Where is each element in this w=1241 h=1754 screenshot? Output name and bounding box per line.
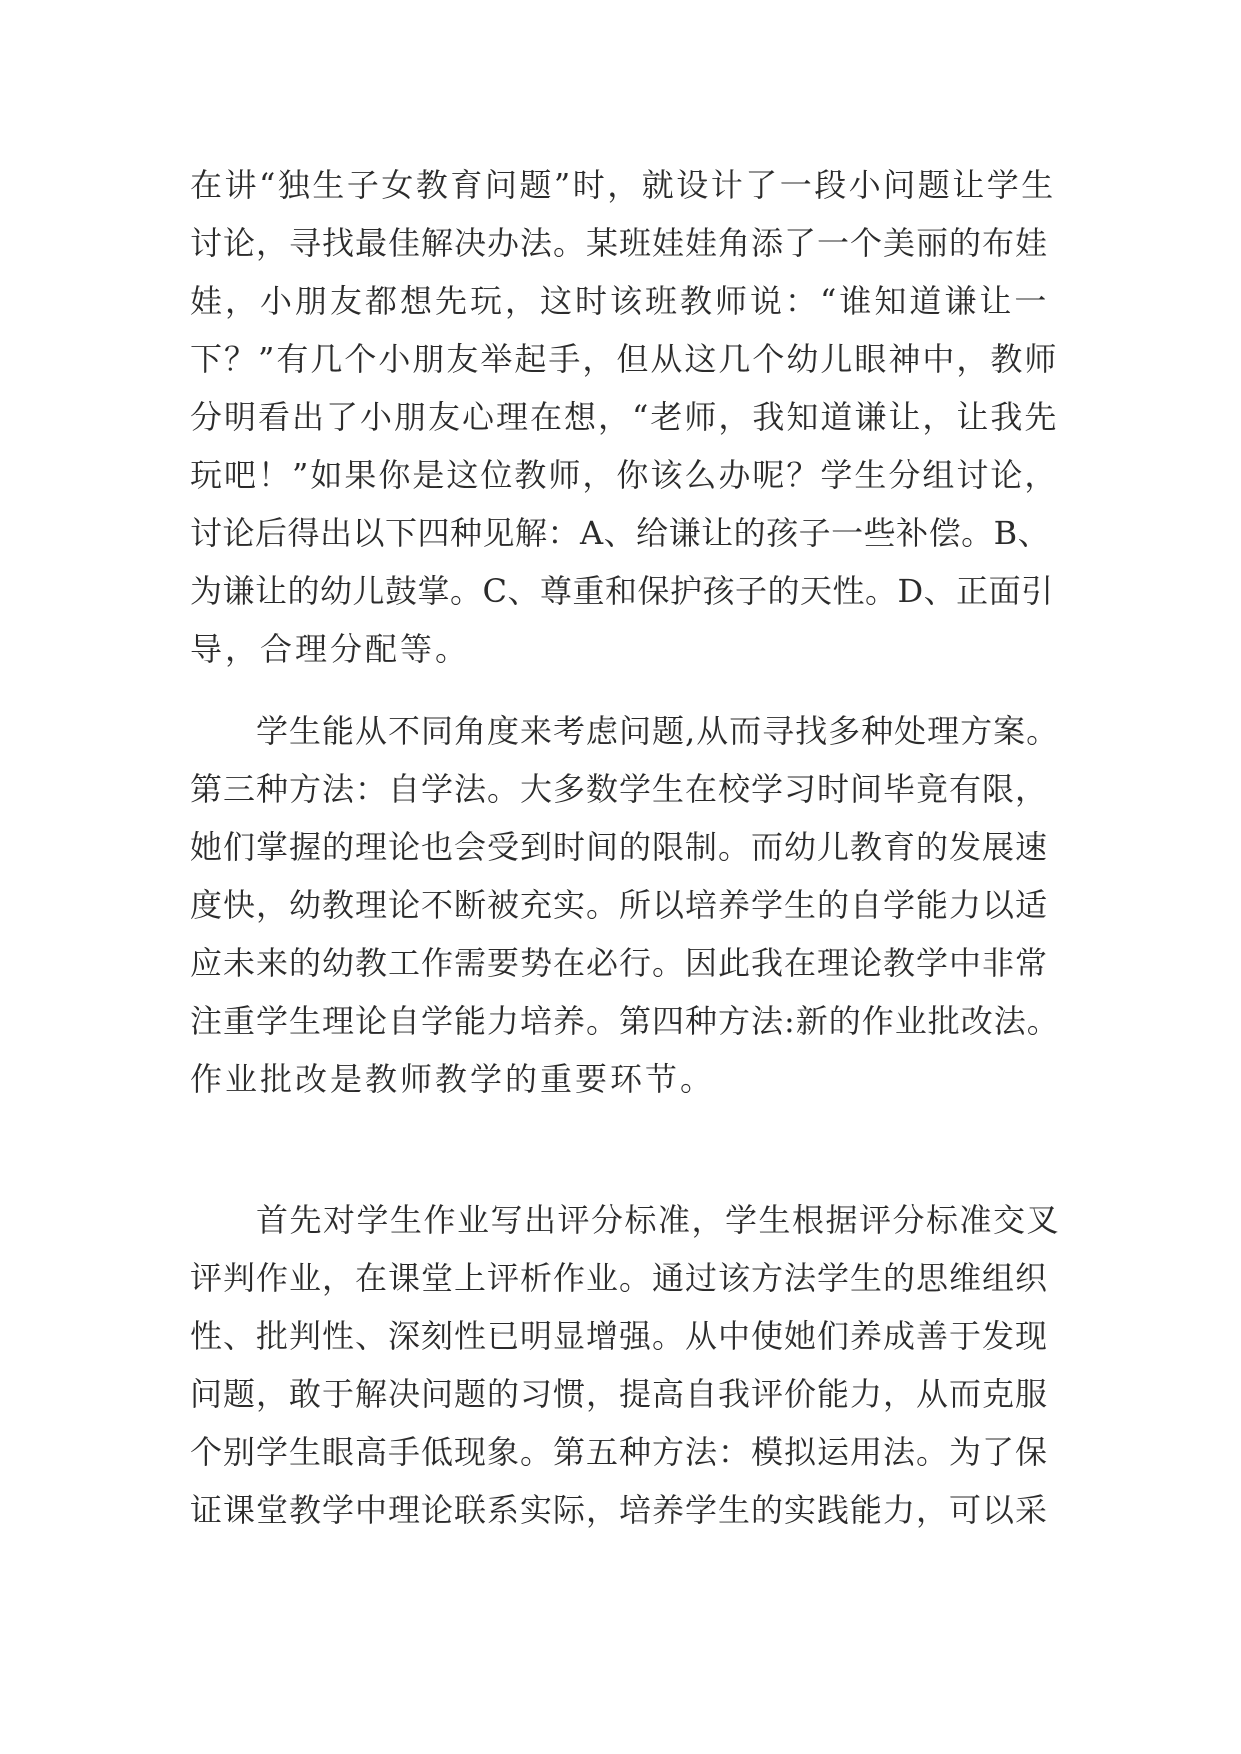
text-line: 分明看出了小朋友心理在想，“老师，我知道谦让，让我先: [190, 398, 1059, 436]
text-line: 评判作业，在课堂上评析作业。通过该方法学生的思维组织: [190, 1259, 1049, 1297]
text-line: 性、批判性、深刻性已明显增强。从中使她们养成善于发现: [190, 1317, 1049, 1355]
text-line: 讨论后得出以下四种见解：A、给谦让的孩子一些补偿。B、: [190, 514, 1051, 552]
text-line: 她们掌握的理论也会受到时间的限制。而幼儿教育的发展速: [190, 828, 1049, 866]
text-line: 为谦让的幼儿鼓掌。C、尊重和保护孩子的天性。D、正面引: [190, 572, 1054, 610]
text-line: 娃，小朋友都想先玩，这时该班教师说：“谁知道谦让一: [190, 282, 1050, 320]
text-line: 证课堂教学中理论联系实际，培养学生的实践能力，可以采: [190, 1491, 1049, 1529]
text-line: 在讲“独生子女教育问题”时，就设计了一段小问题让学生: [190, 166, 1056, 204]
text-line: 个别学生眼高手低现象。第五种方法：模拟运用法。为了保: [190, 1433, 1049, 1471]
paragraph-3: [190, 1191, 1060, 1539]
text-line: 下？”有几个小朋友举起手，但从这几个幼儿眼神中，教师: [190, 340, 1059, 378]
text-line: 首先对学生作业写出评分标准，学生根据评分标准交叉: [256, 1201, 1061, 1239]
text-line: 玩吧！”如果你是这位教师，你该么办呢？学生分组讨论，: [190, 456, 1059, 494]
text-line: 讨论，寻找最佳解决办法。某班娃娃角添了一个美丽的布娃: [190, 224, 1049, 262]
paragraph-1: [190, 156, 1060, 678]
text-line: 作业批改是教师教学的重要环节。: [190, 1060, 716, 1098]
text-line: 应未来的幼教工作需要势在必行。因此我在理论教学中非常: [190, 944, 1049, 982]
text-line: 导，合理分配等。: [190, 630, 471, 668]
text-line: 度快，幼教理论不断被充实。所以培养学生的自学能力以适: [190, 886, 1049, 924]
text-line: 注重学生理论自学能力培养。第四种方法:新的作业批改法。: [190, 1002, 1060, 1040]
text-line: 学生能从不同角度来考虑问题,从而寻找多种处理方案。: [256, 712, 1060, 750]
paragraph-2: [190, 702, 1060, 1108]
text-line: 问题，敢于解决问题的习惯，提高自我评价能力，从而克服: [190, 1375, 1049, 1413]
text-line: 第三种方法：自学法。大多数学生在校学习时间毕竟有限，: [190, 770, 1049, 808]
